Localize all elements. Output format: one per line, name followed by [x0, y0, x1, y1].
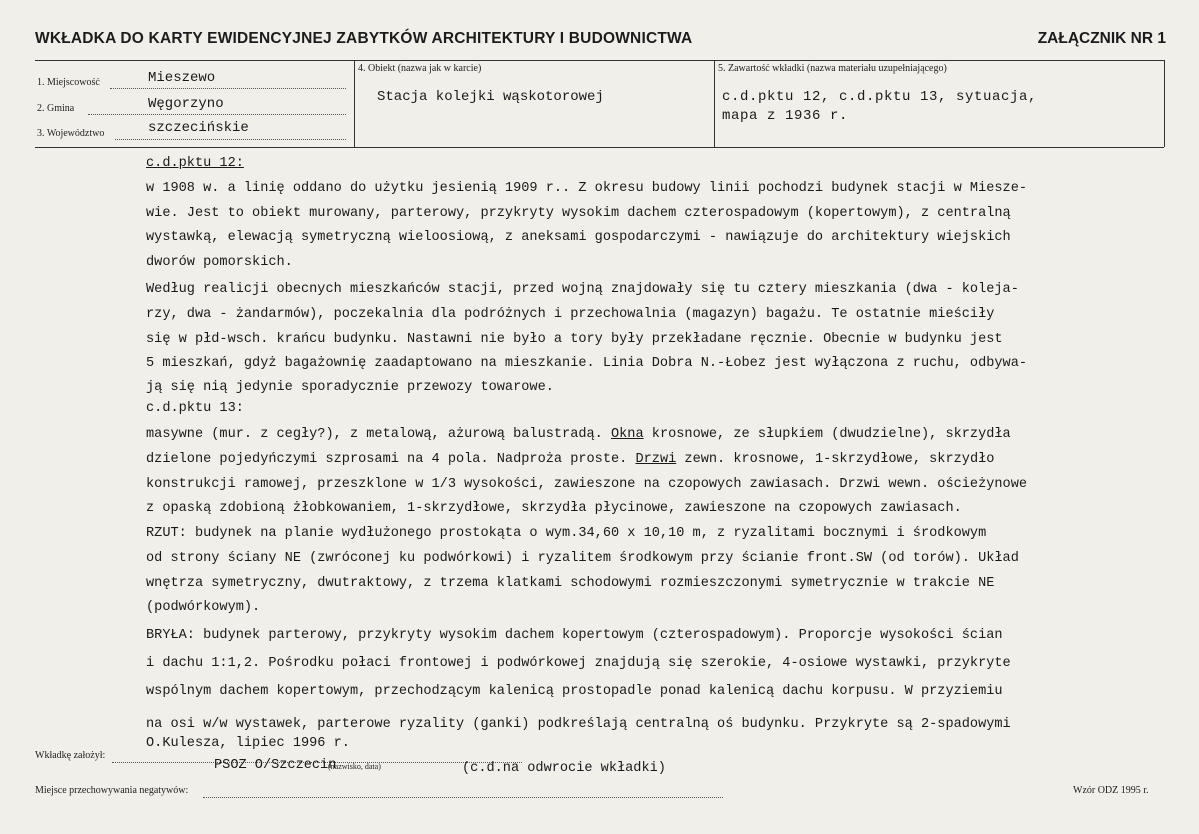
content-label: 5. Zawartość wkładki (nazwa materiału uzupełniającego)	[718, 63, 947, 74]
created-by-label: Wkładkę założył:	[35, 750, 106, 761]
institution-stamp: PSOZ O/Szczecin	[214, 758, 337, 773]
form-right-border	[1164, 60, 1165, 147]
continued-note: (c.d.na odwrocie wkładki)	[462, 761, 666, 776]
negatives-storage-dots	[203, 797, 723, 798]
object-value: Stacja kolejki wąskotorowej	[377, 89, 604, 105]
text-segment: masywne (mur. z cegły?), z metalową, ażurową balustradą.	[146, 427, 611, 442]
text-line	[146, 427, 1011, 442]
locality-value: Mieszewo	[148, 70, 216, 86]
text-line: ją się nią jedynie sporadycznie przewozy towarowe.	[146, 380, 554, 395]
text-line: RZUT: budynek na planie wydłużonego prostokąta o wym.34,60 x 10,10 m, z ryzalitami bocznymi i środkowym	[146, 526, 987, 541]
text-line	[146, 452, 994, 467]
text-line: wspólnym dachem kopertowym, przechodzącym kalenicą prostopadle ponad kalenicą dachu korpusu. W przyziemiu	[146, 684, 1003, 699]
text-line: na osi w/w wystawek, parterowe ryzality (ganki) podkreślają centralną oś budynku. Przykryte są 2-spadowymi	[146, 717, 1011, 732]
section-heading-pkt13: c.d.pktu 13:	[146, 401, 244, 416]
section-heading-pkt12: c.d.pktu 12:	[146, 156, 244, 171]
province-label: 3. Województwo	[37, 128, 105, 139]
doors-term: Drzwi	[635, 452, 677, 467]
text-line: w 1908 w. a linię oddano do użytku jesienią 1909 r.. Z okresu budowy linii pochodzi budynek stacji w Miesze-	[146, 181, 1028, 196]
content-value-line1: c.d.pktu 12, c.d.pktu 13, sytuacja,	[722, 89, 1038, 105]
commune-value: Węgorzyno	[148, 96, 224, 112]
text-line: i dachu 1:1,2. Pośrodku połaci frontowej i podwórkowej znajdują się szerokie, 4-osiowe wystawki, przykryte	[146, 656, 1011, 671]
commune-dots	[88, 114, 346, 115]
text-line: BRYŁA: budynek parterowy, przykryty wysokim dachem kopertowym (czterospadowym). Proporcje wysokości ścian	[146, 628, 1003, 643]
text-line: (podwórkowym).	[146, 600, 261, 615]
object-label: 4. Obiekt (nazwa jak w karcie)	[358, 63, 482, 74]
locality-dots	[110, 88, 346, 89]
commune-label: 2. Gmina	[37, 103, 75, 114]
text-segment: krosnowe, ze słupkiem (dwudzielne), skrzydła	[643, 427, 1011, 442]
text-segment: zewn. krosnowe, 1-skrzydłowe, skrzydło	[676, 452, 995, 467]
text-line: rzy, dwa - żandarmów), poczekalnia dla podróżnych i przechowalnia (magazyn) bagażu. Te ostatnie mieściły	[146, 307, 995, 322]
form-version-label: Wzór ODZ 1995 r.	[1073, 785, 1149, 796]
text-line: dworów pomorskich.	[146, 255, 293, 270]
text-line: wystawką, elewacją symetryczną wieloosiową, z aneksami gospodarczymi - nawiązuje do architektury wiejskich	[146, 230, 1011, 245]
text-line: wie. Jest to obiekt murowany, parterowy, przykryty wysokim dachem czterospadowym (kopertowym), z centralną	[146, 206, 1011, 221]
locality-label: 1. Miejscowość	[37, 77, 100, 88]
text-line: od strony ściany NE (zwróconej ku podwórkowi) i ryzalitem środkowym przy ścianie front.SW (od torów). Układ	[146, 551, 1019, 566]
annex-number: ZAŁĄCZNIK NR 1	[1037, 30, 1166, 47]
form-divider-2	[714, 60, 715, 147]
form-divider-1	[354, 60, 355, 147]
name-date-hint: (nazwisko, data)	[328, 762, 381, 771]
province-dots	[115, 139, 346, 140]
text-line: wnętrza symetryczny, dwutraktowy, z trzema klatkami schodowymi rozmieszczonymi symetrycznie w trakcie NE	[146, 576, 995, 591]
province-value: szczecińskie	[148, 120, 249, 136]
form-bottom-border	[35, 147, 1164, 148]
windows-term: Okna	[610, 427, 644, 442]
text-line: konstrukcji ramowej, przeszklone w 1/3 wysokości, zawieszone na czopowych zawiasach. Drzwi wewn. ościeżynowe	[146, 477, 1028, 492]
text-line: 5 mieszkań, gdyż bagażownię zaadaptowano na mieszkanie. Linia Dobra N.-Łobez jest wyłączona z ruchu, odbywa-	[146, 356, 1028, 371]
text-line: się w płd-wsch. krańcu budynku. Nastawni nie było a tory były przekładane ręcznie. Obecnie w budynku jest	[146, 332, 1003, 347]
text-line: z opaską zdobioną żłobkowaniem, 1-skrzydłowe, skrzydła płycinowe, zawieszone na czopowych zawiasach.	[146, 501, 962, 516]
document-title: WKŁADKA DO KARTY EWIDENCYJNEJ ZABYTKÓW ARCHITEKTURY I BUDOWNICTWA	[35, 30, 693, 47]
author-signature: O.Kulesza, lipiec 1996 r.	[146, 736, 350, 751]
content-value-line2: mapa z 1936 r.	[722, 108, 849, 124]
text-line: Według realicji obecnych mieszkańców stacji, przed wojną znajdowały się tu cztery mieszkania (dwa - koleja-	[146, 282, 1019, 297]
text-segment: dzielone pojedyńczymi szprosami na 4 pola. Nadproża proste.	[146, 452, 636, 467]
form-top-border	[35, 60, 1164, 61]
negatives-storage-label: Miejsce przechowywania negatywów:	[35, 785, 189, 796]
